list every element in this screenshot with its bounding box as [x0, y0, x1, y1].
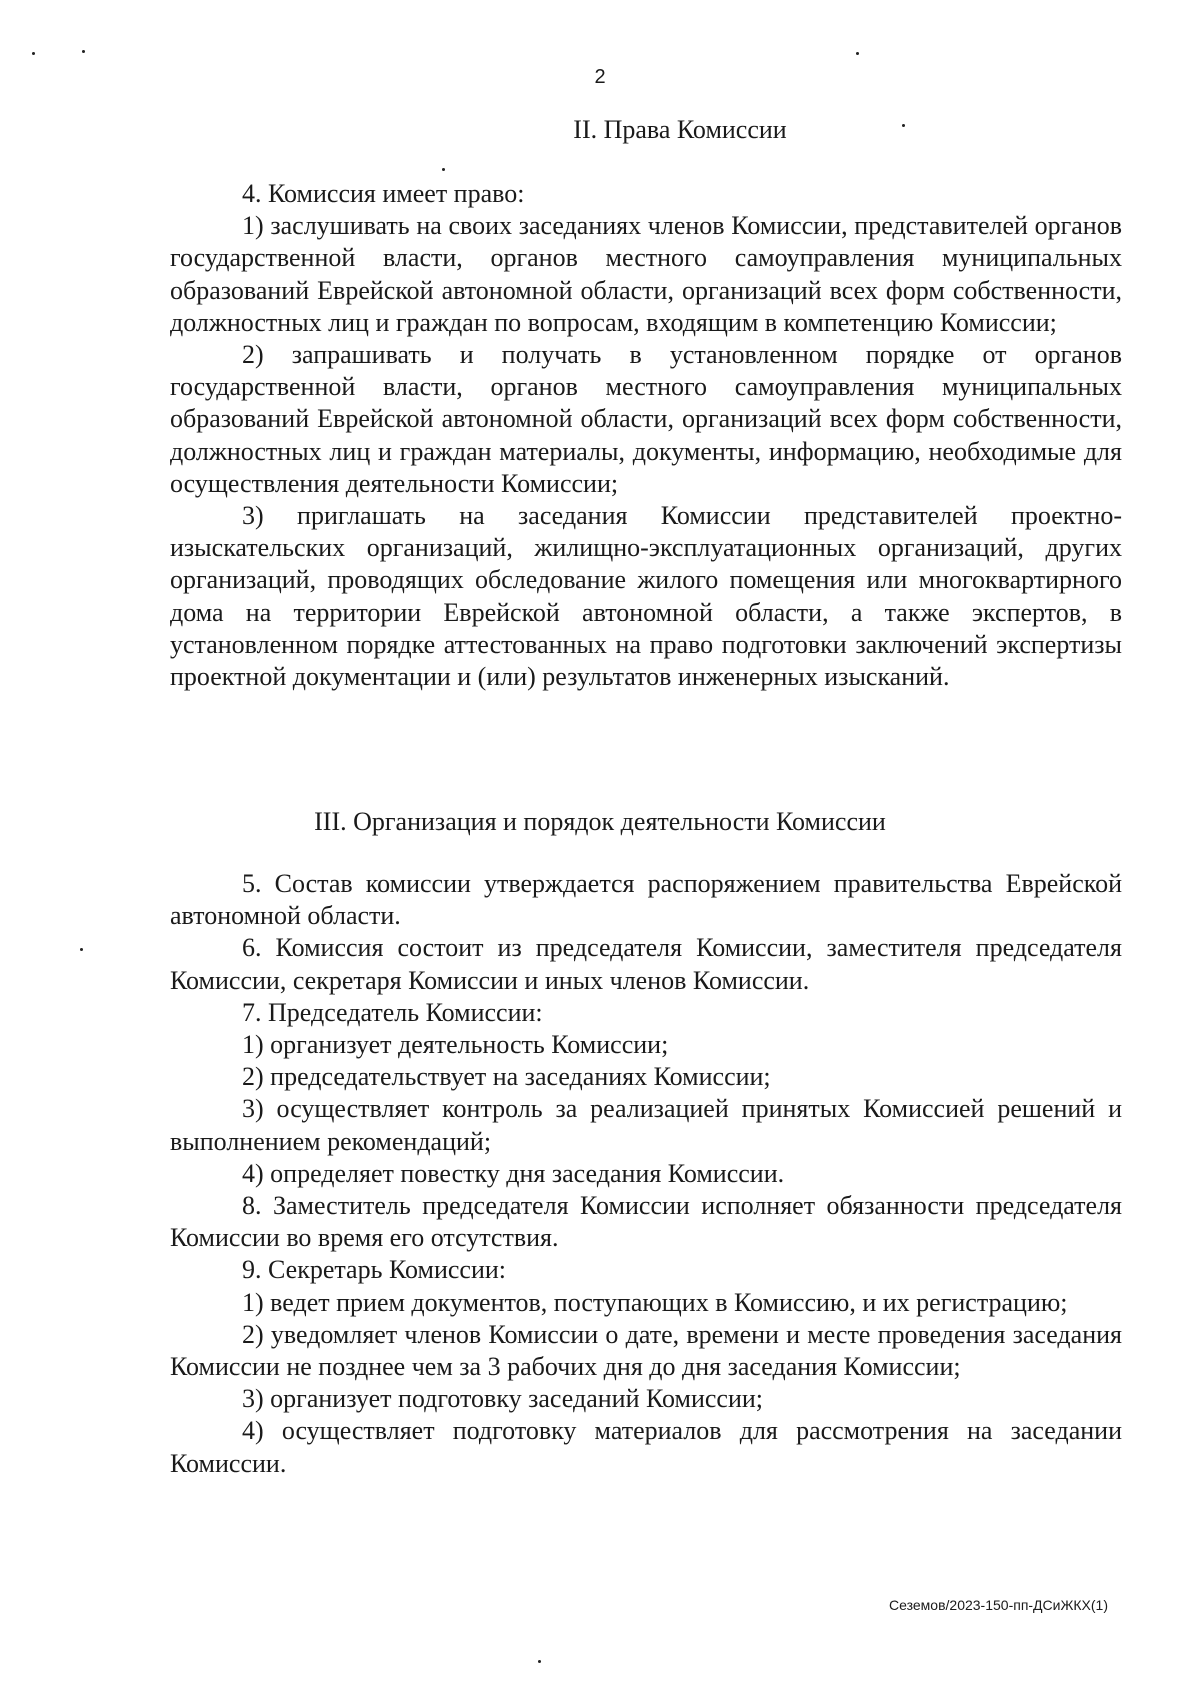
paragraph: 6. Комиссия состоит из председателя Комиссии, заместителя председателя Комиссии, секретаря Комиссии и иных членов Комиссии. — [170, 933, 1122, 995]
paragraph: 3) приглашать на заседания Комиссии представителей проектно-изыскательских организаций, жилищно-эксплуатационных организаций, других организаций, проводящих обследование жилого помещения или многоквартирного дома на территории Еврейской автономной области, а также экспертов, в установленном порядке аттестованных на право подготовки заключений экспертизы проектной документации и (или) результатов инженерных изысканий. — [170, 501, 1122, 692]
paragraph: 4. Комиссия имеет право: — [242, 179, 525, 208]
section-3-heading: III. Организация и порядок деятельности Комиссии — [314, 807, 886, 836]
page-number: 2 — [594, 66, 606, 88]
paragraph: 1) организует деятельность Комиссии; — [242, 1030, 669, 1060]
paragraph: 8. Заместитель председателя Комиссии исполняет обязанности председателя Комиссии во время его отсутствия. — [170, 1191, 1122, 1253]
paragraph: 7. Председатель Комиссии: — [242, 997, 543, 1027]
paragraph: 9. Секретарь Комиссии: — [242, 1255, 506, 1285]
paragraph: 4) определяет повестку дня заседания Комиссии. — [242, 1158, 785, 1188]
scan-speck — [538, 1660, 541, 1663]
paragraph: 1) заслушивать на своих заседаниях членов Комиссии, представителей органов государственной власти, органов местного самоуправления муниципальных образований Еврейской автономной области, организаций всех форм собственности, должностных лиц и граждан по вопросам, входящим в компетенцию Комиссии; — [170, 211, 1122, 337]
scan-speck — [80, 948, 83, 951]
scan-speck — [32, 52, 35, 55]
paragraph: 2) уведомляет членов Комиссии о дате, времени и месте проведения заседания Комиссии не позднее чем за 3 рабочих дня до дня заседания Комиссии; — [170, 1319, 1122, 1382]
paragraph: 2) запрашивать и получать в установленном порядке от органов государственной власти, органов местного самоуправления муниципальных образований Еврейской автономной области, организаций всех форм собственности, должностных лиц и граждан материалы, документы, информацию, необходимые для осуществления деятельности Комиссии; — [170, 340, 1122, 498]
paragraph: 2) председательствует на заседаниях Комиссии; — [242, 1062, 771, 1092]
section-3-body — [170, 868, 1122, 1480]
paragraph: 3) осуществляет контроль за реализацией принятых Комиссией решений и выполнением рекомендаций; — [170, 1094, 1122, 1156]
paragraph: 5. Состав комиссии утверждается распоряжением правительства Еврейской автономной области. — [170, 869, 1122, 931]
scan-speck — [856, 52, 859, 55]
paragraph: 4) осуществляет подготовку материалов для рассмотрения на заседании Комиссии. — [170, 1416, 1122, 1478]
section-2-heading: II. Права Комиссии — [573, 115, 787, 144]
scan-speck — [442, 168, 445, 171]
section-2-body — [170, 178, 1122, 693]
paragraph: 3) организует подготовку заседаний Комиссии; — [242, 1384, 764, 1414]
scan-speck — [902, 124, 905, 127]
paragraph: 1) ведет прием документов, поступающих в Комиссию, и их регистрацию; — [242, 1287, 1068, 1317]
document-footer-code: Сеземов/2023-150-пп-ДСиЖКХ(1) — [889, 1597, 1108, 1613]
scan-speck — [82, 50, 85, 53]
